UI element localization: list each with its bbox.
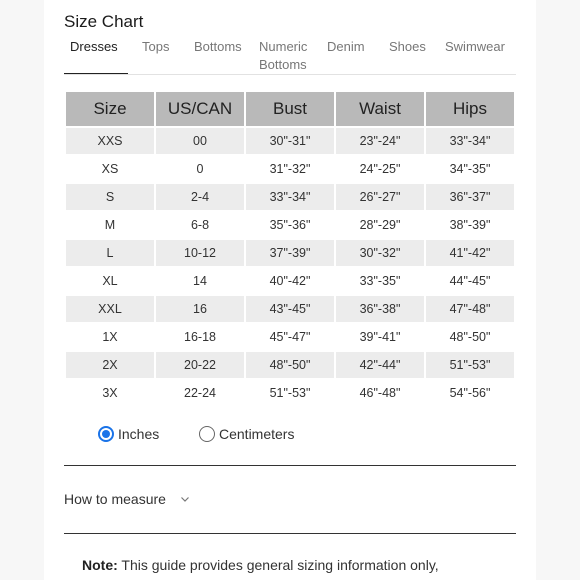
table-row [66,212,514,240]
tab-numeric-bottoms[interactable] [259,38,307,74]
cell-us-can: 20-22 [156,352,244,380]
unit-option-inches[interactable] [98,426,159,442]
cell-us-can: 22-24 [156,380,244,408]
table-row [66,268,514,296]
cell-waist: 39"-41" [336,324,424,352]
cell-bust: 37"-39" [246,240,334,268]
note-text: This guide provides general sizing information only, [121,557,439,573]
column-header-size: Size [66,92,154,128]
cell-size: XL [66,268,154,296]
cell-us-can: 16 [156,296,244,324]
cell-bust: 40"-42" [246,268,334,296]
table-row [66,324,514,352]
tab-swimwear[interactable] [445,38,505,56]
cell-us-can: 16-18 [156,324,244,352]
cell-size: XXS [66,128,154,156]
chevron-down-icon [180,494,190,504]
radio-unchecked-icon[interactable] [199,426,215,442]
tab-denim[interactable] [327,38,365,56]
cell-bust: 35"-36" [246,212,334,240]
cell-size: M [66,212,154,240]
cell-waist: 26"-27" [336,184,424,212]
cell-waist: 33"-35" [336,268,424,296]
table-row [66,128,514,156]
column-header-waist: Waist [336,92,424,128]
tab-dresses[interactable] [70,38,118,56]
cell-bust: 30"-31" [246,128,334,156]
table-row [66,296,514,324]
cell-size: 3X [66,380,154,408]
size-table [64,92,516,408]
tab-label: Swimwear [445,39,505,54]
column-header-us-can: US/CAN [156,92,244,128]
table-row [66,184,514,212]
cell-bust: 31"-32" [246,156,334,184]
tab-label: Dresses [70,39,118,54]
cell-waist: 23"-24" [336,128,424,156]
section-divider [64,465,516,466]
tab-label: Bottoms [194,39,242,54]
table-body [66,128,514,408]
sizing-note [82,557,439,573]
unit-option-centimeters[interactable] [199,426,294,442]
cell-waist: 24"-25" [336,156,424,184]
table-row [66,352,514,380]
tab-label-line2: Bottoms [259,57,307,72]
cell-size: XS [66,156,154,184]
unit-label-inches: Inches [118,426,160,442]
tab-tops[interactable] [142,38,169,56]
note-prefix: Note: [82,557,118,573]
cell-us-can: 0 [156,156,244,184]
cell-hips: 34"-35" [426,156,514,184]
tab-label: Denim [327,39,365,54]
cell-size: 1X [66,324,154,352]
table-row [66,156,514,184]
section-divider [64,533,516,534]
tab-shoes[interactable] [389,38,426,56]
cell-bust: 45"-47" [246,324,334,352]
cell-size: L [66,240,154,268]
cell-waist: 28"-29" [336,212,424,240]
cell-us-can: 00 [156,128,244,156]
cell-size: 2X [66,352,154,380]
cell-us-can: 10-12 [156,240,244,268]
cell-hips: 38"-39" [426,212,514,240]
tabs-divider [64,74,516,75]
tab-label: Tops [142,39,170,54]
cell-hips: 47"-48" [426,296,514,324]
table-header-row [66,92,514,128]
cell-hips: 44"-45" [426,268,514,296]
cell-hips: 54"-56" [426,380,514,408]
table-row [66,240,514,268]
cell-bust: 48"-50" [246,352,334,380]
cell-waist: 36"-38" [336,296,424,324]
page-title: Size Chart [64,12,144,31]
category-tabs [64,38,516,74]
cell-hips: 41"-42" [426,240,514,268]
radio-checked-icon[interactable] [98,426,114,442]
cell-hips: 36"-37" [426,184,514,212]
cell-hips: 51"-53" [426,352,514,380]
tab-bottoms[interactable] [194,38,242,56]
unit-label-centimeters: Centimeters [219,426,295,442]
cell-hips: 48"-50" [426,324,514,352]
cell-us-can: 14 [156,268,244,296]
cell-size: XXL [66,296,154,324]
cell-bust: 51"-53" [246,380,334,408]
cell-waist: 30"-32" [336,240,424,268]
how-to-measure-toggle[interactable] [64,491,190,507]
tab-label: Shoes [389,39,426,54]
cell-bust: 43"-45" [246,296,334,324]
cell-size: S [66,184,154,212]
cell-us-can: 6-8 [156,212,244,240]
cell-bust: 33"-34" [246,184,334,212]
how-to-measure-label: How to measure [64,491,166,507]
cell-waist: 42"-44" [336,352,424,380]
cell-us-can: 2-4 [156,184,244,212]
column-header-hips: Hips [426,92,514,128]
table-row [66,380,514,408]
tab-label: Numeric [259,39,308,54]
column-header-bust: Bust [246,92,334,128]
cell-hips: 33"-34" [426,128,514,156]
cell-waist: 46"-48" [336,380,424,408]
